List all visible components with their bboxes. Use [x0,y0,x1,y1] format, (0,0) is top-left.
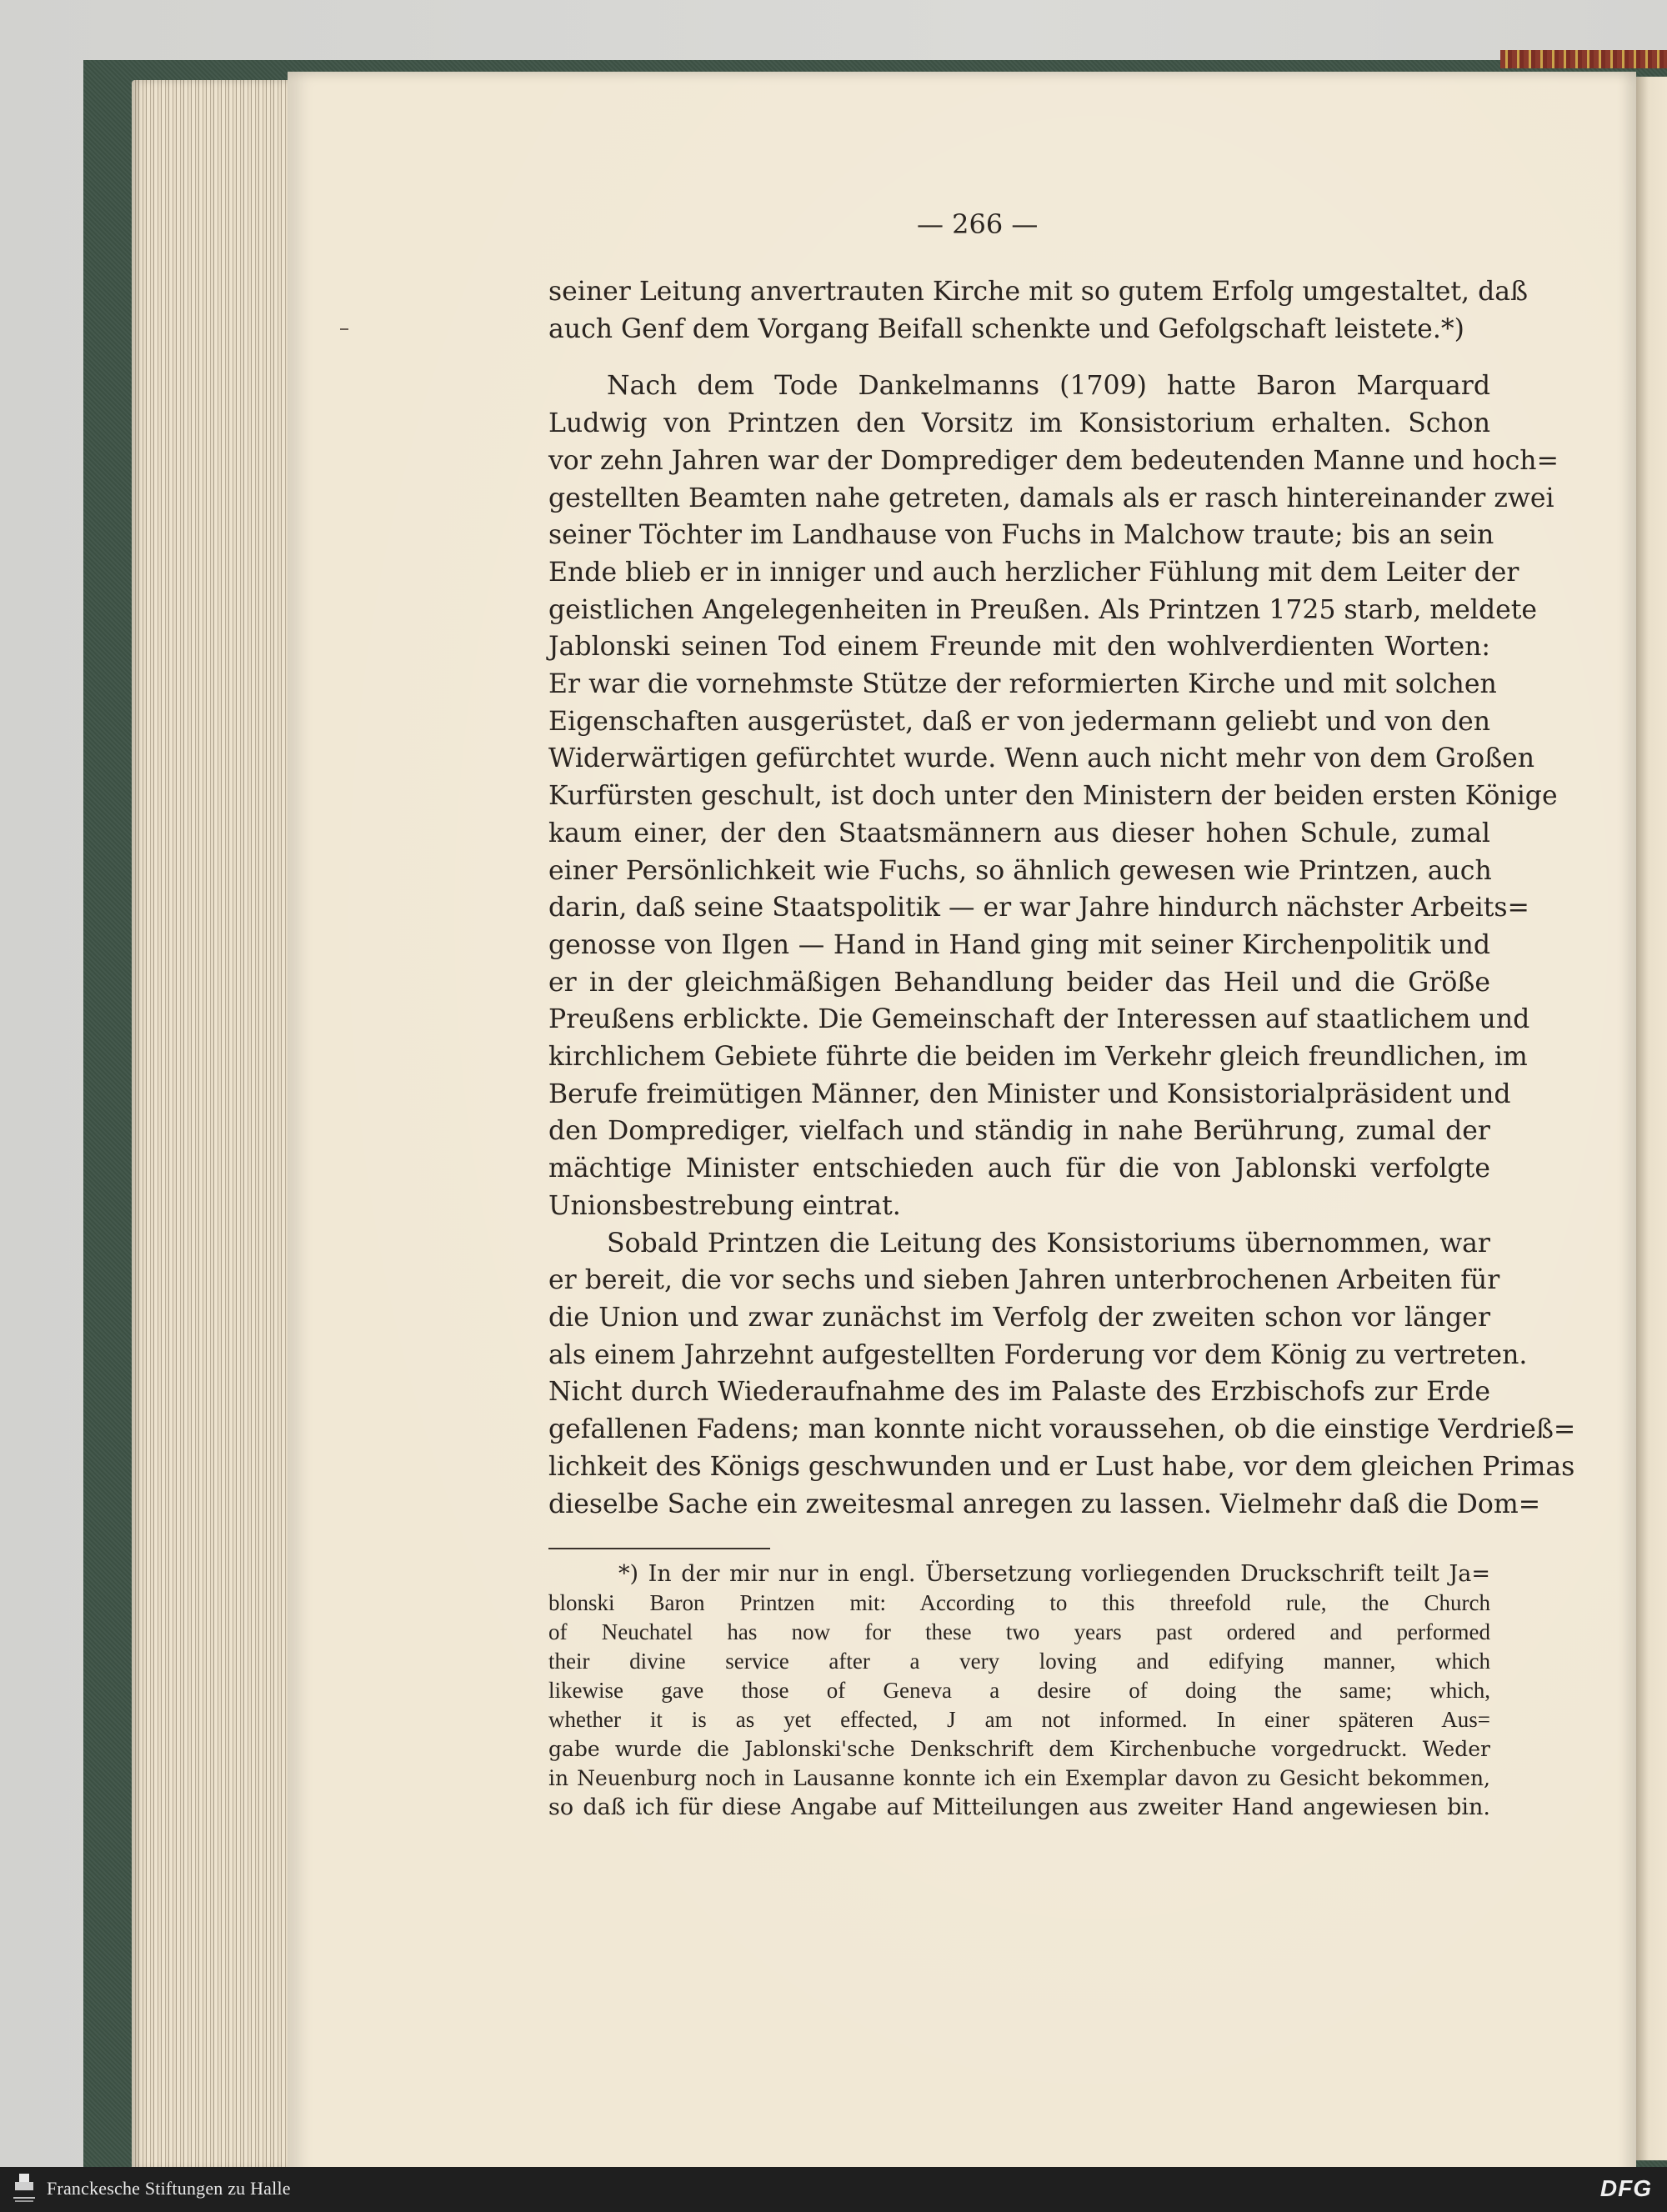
text-line: geistlichen Angelegenheiten in Preußen. Als Printzen 1725 starb, meldete [548,594,1538,625]
text-line: auch Genf dem Vorgang Beifall schenkte und Gefolgschaft leistete.*) [548,313,1464,344]
footnote [548,1559,1490,1822]
text-line: kaum einer, der den Staatsmännern aus dieser hohen Schule, zumal [548,818,1490,848]
text-line: mächtige Minister entschieden auch für die von Jablonski verfolgte [548,1154,1490,1184]
footnote-line: whether it is as yet effected, J am not informed. In einer späteren Aus= [548,1707,1490,1732]
page-block-edge [132,80,290,2170]
franckesche-stiftungen-logo [12,2172,37,2205]
paragraph-2 [548,368,1559,1224]
text-line: kirchlichem Gebiete führte die beiden im Verkehr gleich freundlichen, im [548,1042,1528,1073]
text-line: Ludwig von Printzen den Vorsitz im Konsistorium erhalten. Schon [548,408,1490,439]
text-line: Eigenschaften ausgerüstet, daß er von jedermann geliebt und von den [548,706,1490,737]
text-line: Nach dem Tode Dankelmanns (1709) hatte Baron Marquard [607,371,1490,402]
text-line: Jablonski seinen Tod einem Freunde mit den wohlverdienten Worten: [548,632,1490,663]
footnote-line: likewise gave those of Geneva a desire of doing the same; which, [548,1678,1490,1703]
text-line: als einem Jahrzehnt aufgestellten Forderung vor dem König zu vertreten. [548,1339,1528,1370]
footnote-line: in Neuenburg noch in Lausanne konnte ich ein Exemplar davon zu Gesicht bekommen, [548,1766,1490,1790]
text-line: Kurfürsten geschult, ist doch unter den Ministern der beiden ersten Könige [548,781,1558,812]
text-line: Ende blieb er in inniger und auch herzlicher Fühlung mit dem Leiter der [548,557,1519,588]
text-line: Berufe freimütigen Männer, den Minister und Konsistorialpräsident und [548,1078,1511,1109]
facing-page-edge [1636,77,1667,2160]
page-number: — 266 — [917,208,1039,240]
footnote-line: blonski Baron Printzen mit: According to this threefold rule, the Church [548,1590,1490,1615]
text-line: Widerwärtigen gefürchtet wurde. Wenn auch nicht mehr von dem Großen [548,743,1535,774]
footnote-line: *) In der mir nur in engl. Übersetzung vorliegenden Druckschrift teilt Ja= [618,1561,1490,1587]
text-line: darin, daß seine Staatspolitik — er war Jahre hindurch nächster Arbeits= [548,893,1529,923]
text-line: die Union und zwar zunächst im Verfolg der zweiten schon vor länger [548,1302,1490,1333]
text-line: gefallenen Fadens; man konnte nicht voraussehen, ob die einstige Verdrieß= [548,1414,1576,1445]
footnote-line: gabe wurde die Jablonski'sche Denkschrift dem Kirchenbuche vorgedruckt. Weder [548,1737,1490,1761]
paragraph-1 [548,273,1529,348]
text-line: er bereit, die vor sechs und sieben Jahren unterbrochenen Arbeiten für [548,1265,1500,1296]
text-line: seiner Leitung anvertrauten Kirche mit so gutem Erfolg umgestaltet, daß [548,277,1529,307]
text-line: er in der gleichmäßigen Behandlung beider das Heil und die Größe [548,967,1490,998]
text-line: gestellten Beamten nahe getreten, damals als er rasch hintereinander zwei [548,483,1554,513]
book-headband [1500,50,1667,68]
text-line: dieselbe Sache ein zweitesmal anregen zu lassen. Vielmehr daß die Dom= [548,1489,1541,1519]
footnote-line: their divine service after a very loving and edifying manner, which [548,1649,1490,1674]
text-line: Nicht durch Wiederaufnahme des im Palaste des Erzbischofs zur Erde [548,1377,1490,1408]
text-line: genosse von Ilgen — Hand in Hand ging mit seiner Kirchenpolitik und [548,929,1490,960]
footnote-rule [548,1548,770,1549]
text-line: den Domprediger, vielfach und ständig in nahe Berührung, zumal der [548,1116,1490,1147]
text-line: Unionsbestrebung eintrat. [548,1190,901,1221]
footnote-line: so daß ich für diese Angabe auf Mitteilungen aus zweiter Hand angewiesen bin. [548,1794,1490,1820]
text-line: vor zehn Jahren war der Domprediger dem bedeutenden Manne und hoch= [548,445,1559,476]
body-text [548,273,1576,1523]
margin-mark [340,328,348,330]
institution-credit[interactable]: Franckesche Stiftungen zu Halle [47,2178,291,2199]
text-line: Er war die vornehmste Stütze der reformierten Kirche und mit solchen [548,669,1497,700]
text-line: seiner Töchter im Landhause von Fuchs in Malchow traute; bis an sein [548,520,1494,551]
text-line: Preußens erblickte. Die Gemeinschaft der Interessen auf staatlichem und [548,1004,1530,1035]
paragraph-3 [548,1225,1576,1524]
text-line: Sobald Printzen die Leitung des Konsistoriums übernommen, war [607,1228,1490,1259]
dfg-logo[interactable]: DFG [1599,2175,1652,2201]
footnote-line: of Neuchatel has now for these two years past ordered and performed [548,1619,1490,1644]
text-line: einer Persönlichkeit wie Fuchs, so ähnlich gewesen wie Printzen, auch [548,855,1492,886]
text-line: lichkeit des Königs geschwunden und er Lust habe, vor dem gleichen Primas [548,1451,1575,1482]
